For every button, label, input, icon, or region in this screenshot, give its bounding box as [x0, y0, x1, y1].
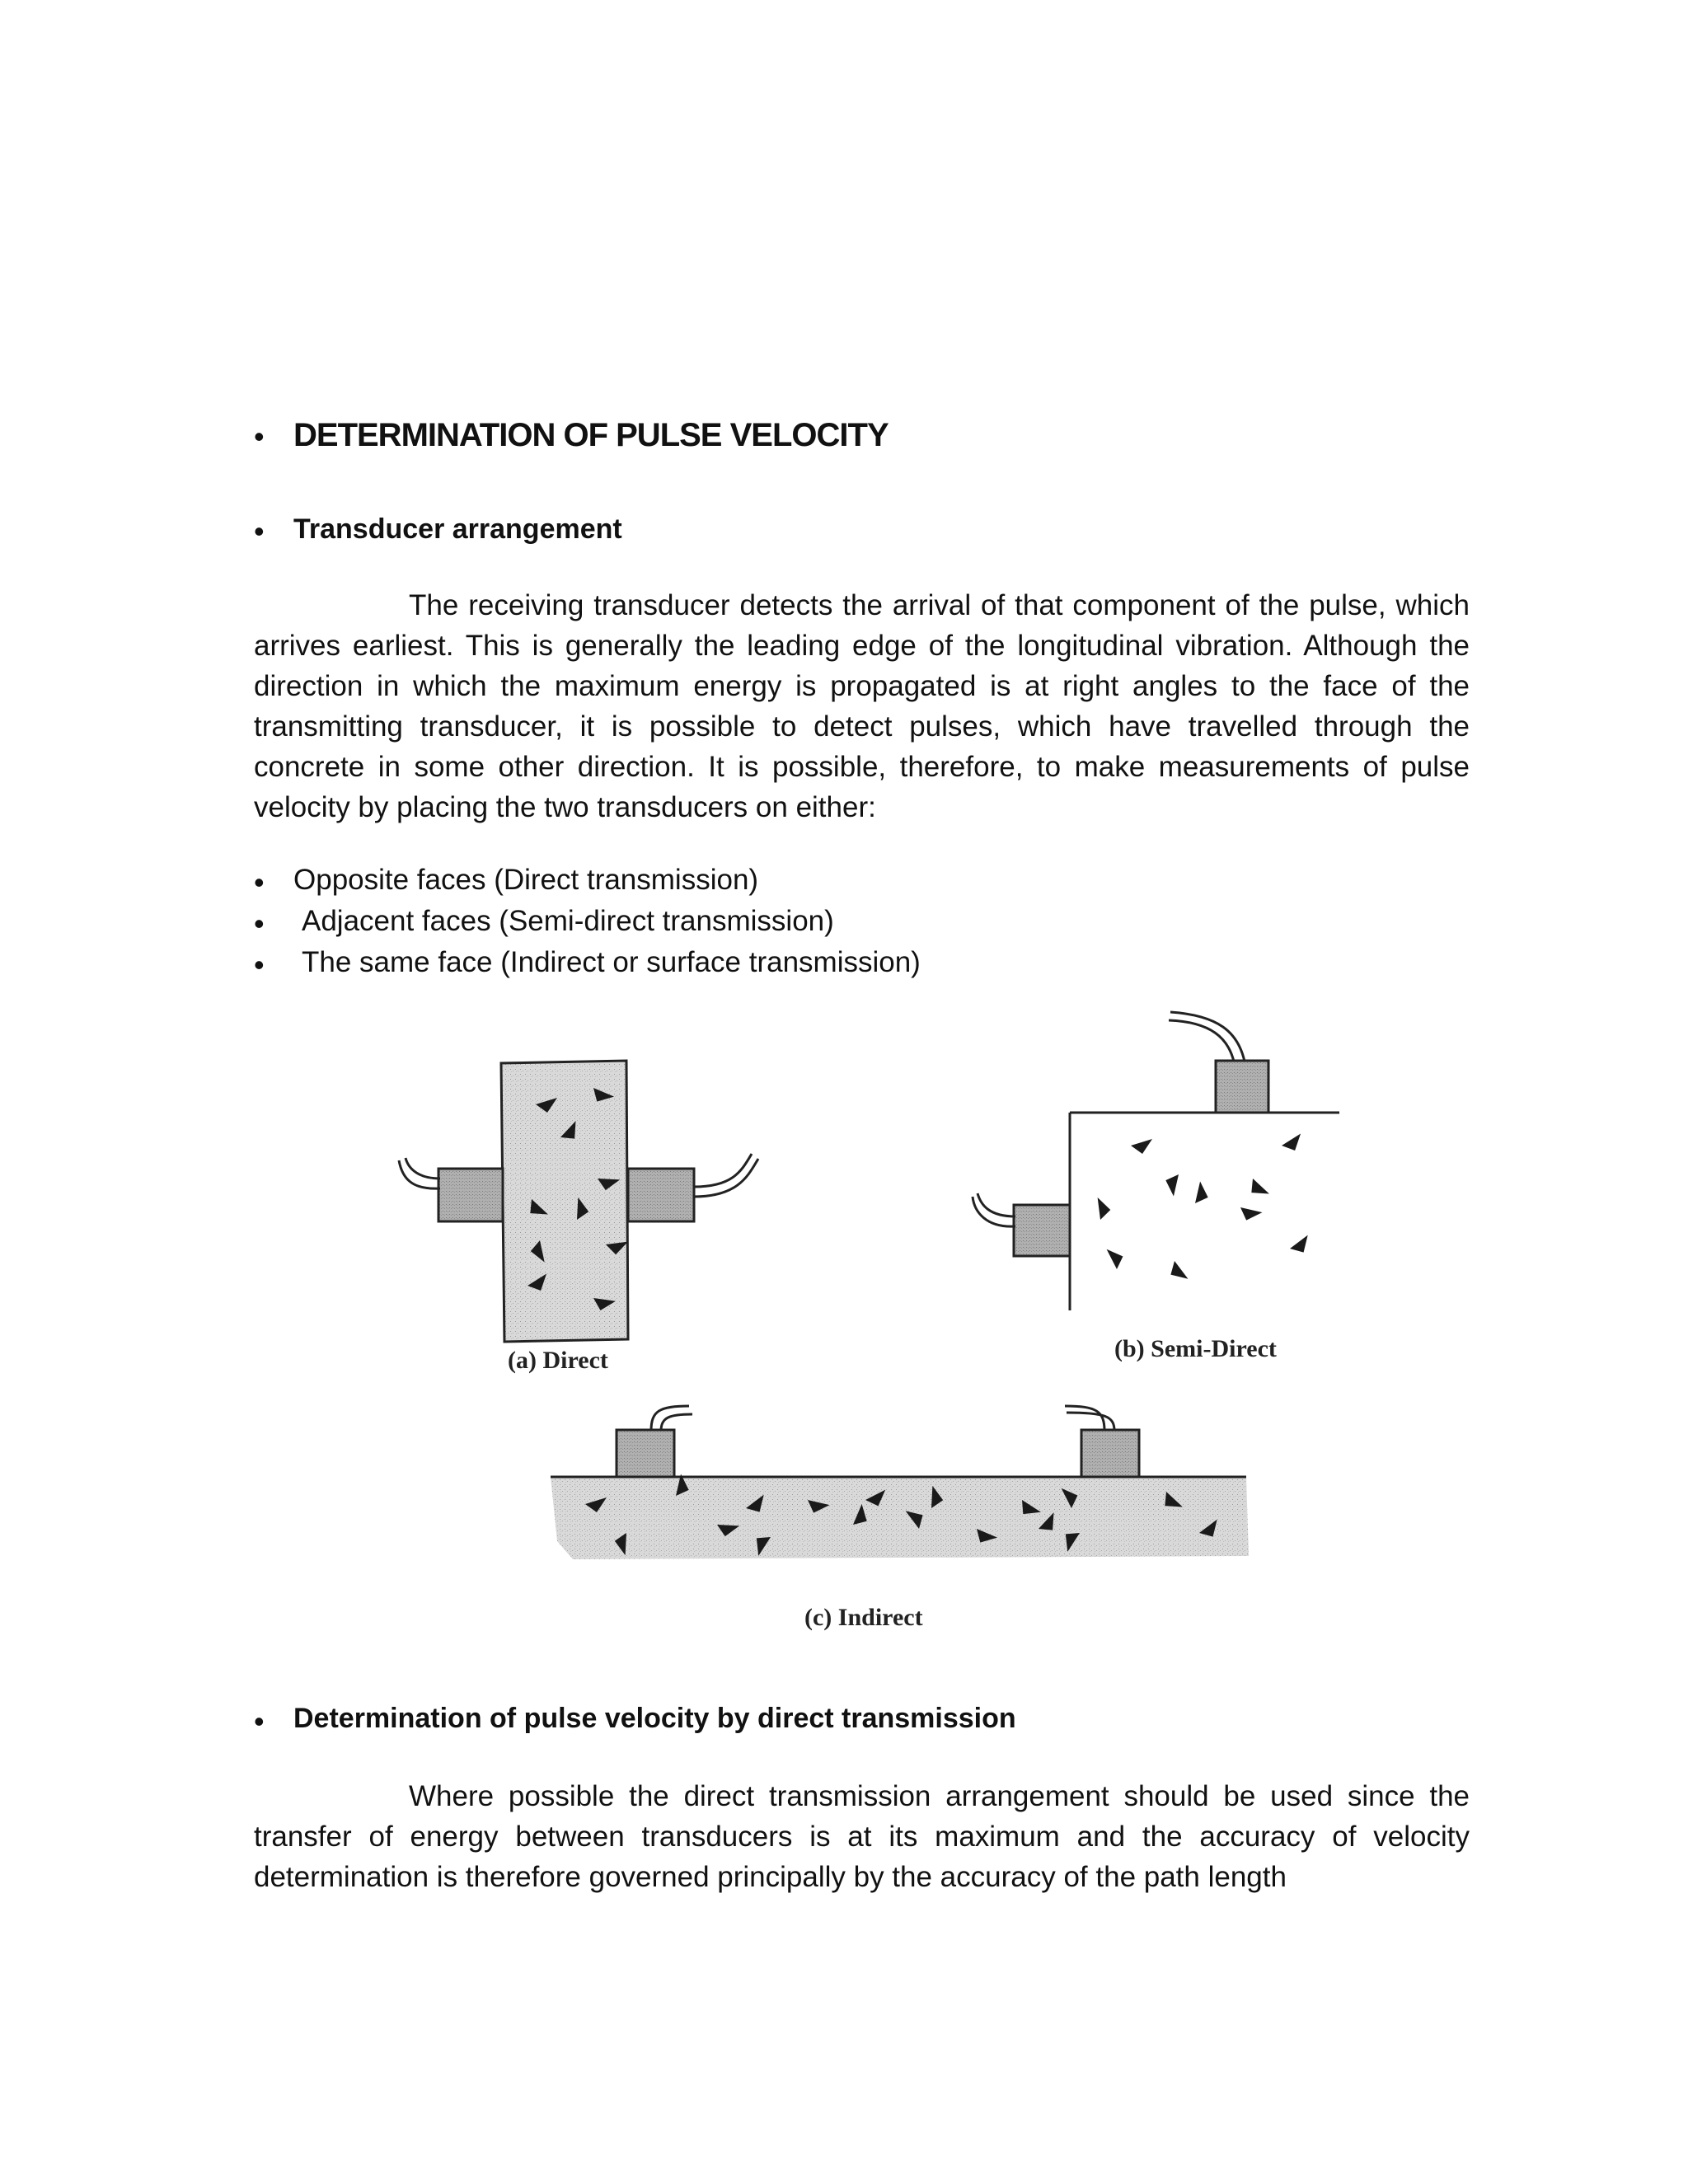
section-bullet: • — [254, 514, 265, 548]
receiver-transducer — [1081, 1430, 1139, 1477]
paragraph-direct-transmission — [254, 1776, 1470, 1897]
caption-indirect: (c) Indirect — [804, 1604, 923, 1631]
side-transducer-cable — [973, 1193, 1015, 1226]
receiver-cable — [1065, 1406, 1114, 1431]
transmitter-cable — [399, 1158, 440, 1188]
concrete-slab — [551, 1477, 1249, 1559]
section-title-direct-transmission: Determination of pulse velocity by direct transmission — [293, 1703, 1016, 1734]
receiver-cable — [694, 1154, 758, 1197]
paragraph-text: The receiving transducer detects the arrival of that component of the pulse, which arrives earliest. This is generally the leading edge of the longitudinal vibration. Although the direction in which the maximum energy is propagated is at right angles to the face of the transmitting transducer, it is possible to detect pulses, which have travelled through the concrete in some other direction. It is possible, therefore, to make measurements of pulse velocity by placing the two transducers on either: — [254, 589, 1470, 823]
transmitter-transducer — [438, 1169, 503, 1221]
list-item-direct: Opposite faces (Direct transmission) — [293, 864, 759, 896]
caption-direct: (a) Direct — [508, 1347, 608, 1374]
list-bullet: • — [254, 948, 265, 982]
top-transducer-cable — [1169, 1012, 1245, 1062]
receiver-transducer — [628, 1169, 694, 1221]
section-bullet: • — [254, 1704, 265, 1738]
indirect-arrangement-diagram — [551, 1406, 1249, 1559]
page-title: DETERMINATION OF PULSE VELOCITY — [293, 417, 889, 453]
heading-bullet: • — [254, 419, 265, 453]
section-title-transducer-arrangement: Transducer arrangement — [293, 513, 622, 545]
concrete-specimen — [501, 1061, 628, 1342]
transmitter-transducer — [617, 1430, 674, 1477]
list-item-semi-direct: Adjacent faces (Semi-direct transmission) — [302, 905, 834, 937]
direct-arrangement-diagram — [399, 1061, 758, 1342]
paragraph-text: Where possible the direct transmission arrangement should be used since the transfer of energy between transducers is at its maximum and the accuracy of velocity determination is therefore governed principally by the accuracy of the path length — [254, 1780, 1470, 1893]
list-bullet: • — [254, 865, 265, 899]
caption-semi-direct: (b) Semi-Direct — [1114, 1335, 1277, 1362]
side-transducer — [1014, 1205, 1070, 1256]
semi-direct-arrangement-diagram — [973, 1012, 1339, 1310]
transmitter-cable — [651, 1406, 692, 1431]
top-transducer — [1216, 1061, 1268, 1113]
list-bullet: • — [254, 907, 265, 940]
list-item-indirect: The same face (Indirect or surface transmission) — [302, 946, 921, 978]
